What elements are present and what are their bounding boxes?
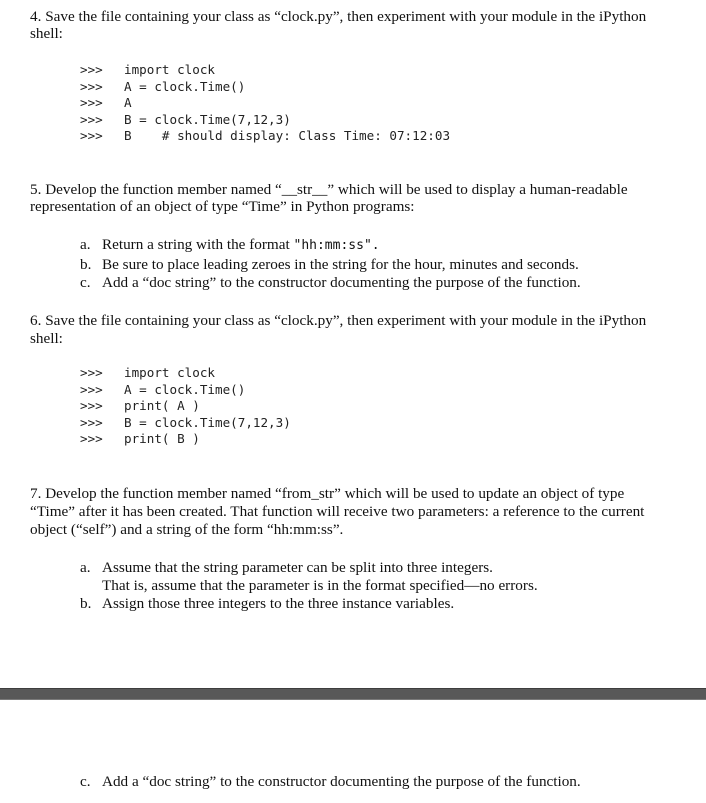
code-line <box>80 382 245 399</box>
code-text: import clock <box>124 365 215 380</box>
step7-item-a-continued: That is, assume that the parameter is in the format specified—no errors. <box>102 577 538 594</box>
code-line <box>80 398 200 415</box>
step5-line2: representation of an object of type “Time” in Python programs: <box>30 198 415 215</box>
list-item-text: Return a string with the format <box>102 236 294 253</box>
code-line <box>80 112 291 129</box>
code-text: print( A ) <box>124 398 200 413</box>
step4-line2: shell: <box>30 25 63 42</box>
code-prompt: >>> <box>80 78 103 94</box>
format-code: "hh:mm:ss". <box>293 238 380 253</box>
code-line <box>80 365 215 382</box>
code-prompt: >>> <box>80 95 103 110</box>
code-text: A <box>124 95 132 110</box>
code-prompt: >>> <box>80 431 103 446</box>
list-marker: a. <box>80 236 91 253</box>
list-marker: b. <box>80 595 92 612</box>
list-marker: c. <box>80 274 91 291</box>
code-line <box>80 128 450 145</box>
list-marker: b. <box>80 256 92 273</box>
code-line <box>80 415 291 432</box>
list-marker: a. <box>80 559 91 576</box>
code-text: B = clock.Time(7,12,3) <box>124 414 291 430</box>
step5-item-a <box>80 236 380 254</box>
code-line <box>80 79 245 96</box>
step7-item-b <box>80 595 454 612</box>
code-prompt: >>> <box>80 365 103 380</box>
list-item-text: Add a “doc string” to the constructor documenting the purpose of the function. <box>102 773 581 790</box>
code-prompt: >>> <box>80 111 103 127</box>
code-text: import clock <box>124 62 215 77</box>
list-item-text: Add a “doc string” to the constructor documenting the purpose of the function. <box>102 274 581 291</box>
code-line <box>80 62 215 79</box>
code-prompt: >>> <box>80 128 103 143</box>
step7-line1: 7. Develop the function member named “from_str” which will be used to update an object of type <box>30 485 625 502</box>
code-text: A = clock.Time() <box>124 381 246 397</box>
step7-line2: “Time” after it has been created. That function will receive two parameters: a reference to the current <box>30 503 645 520</box>
page-break-divider <box>0 688 706 700</box>
code-prompt: >>> <box>80 414 103 430</box>
list-item-text: Assign those three integers to the three instance variables. <box>102 595 455 612</box>
list-item-text: Be sure to place leading zeroes in the string for the hour, minutes and seconds. <box>102 256 579 273</box>
step5-line1: 5. Develop the function member named “__str__” which will be used to display a human-readable <box>30 181 628 198</box>
step7-line3: object (“self”) and a string of the form “hh:mm:ss”. <box>30 521 344 538</box>
code-prompt: >>> <box>80 62 103 77</box>
code-line <box>80 95 132 112</box>
step5-item-c <box>80 274 581 291</box>
step6-line2: shell: <box>30 330 63 347</box>
step5-item-b <box>80 256 579 273</box>
list-marker: c. <box>80 773 91 790</box>
code-text: B # should display: Class Time: 07:12:03 <box>124 128 451 143</box>
code-text: print( B ) <box>124 431 200 446</box>
step6-line1: 6. Save the file containing your class as “clock.py”, then experiment with your module in the iPython <box>30 312 647 329</box>
code-prompt: >>> <box>80 398 103 413</box>
list-item-text: Assume that the string parameter can be split into three integers. <box>102 559 493 576</box>
code-line <box>80 431 200 448</box>
step7-item-a <box>80 559 493 576</box>
step7-item-c <box>80 773 581 790</box>
code-text: A = clock.Time() <box>124 78 246 94</box>
code-text: B = clock.Time(7,12,3) <box>124 111 291 127</box>
step4-line1: 4. Save the file containing your class as “clock.py”, then experiment with your module in the iPython <box>30 8 647 25</box>
code-prompt: >>> <box>80 381 103 397</box>
